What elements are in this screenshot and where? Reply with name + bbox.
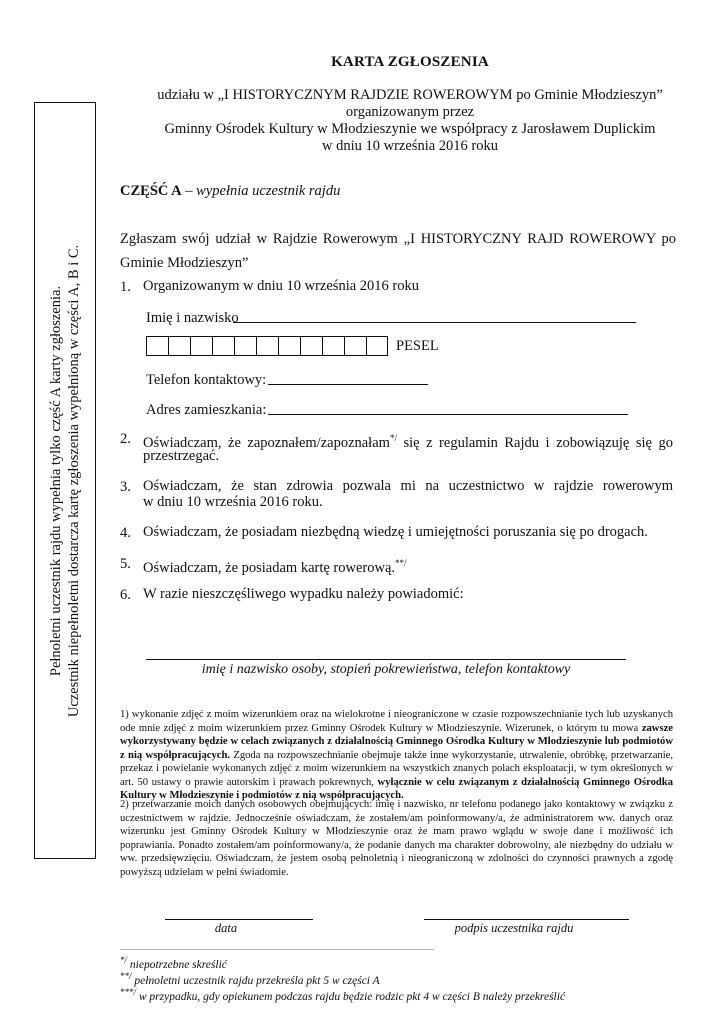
item-2-line-1 — [143, 429, 673, 453]
footnote-2-text: pełnoletni uczestnik rajdu przekreśla pkt 5 w części A — [131, 974, 380, 987]
page-title: KARTA ZGŁOSZENIA — [331, 54, 489, 70]
consent-paragraph-1 — [120, 708, 673, 803]
footnote-3-text: w przypadku, gdy opiekunem podczas rajdu będzie rodzic pkt 4 w części B należy przekreślić — [136, 990, 566, 1003]
item-5-text — [143, 554, 407, 578]
consent-1-part-b: zawsze wykorzystywany będzie w celach związanych z działalnością Gminnego Ośrodka Kultury w Młodzieszynie lub podmiotów z nią współpracujących. — [120, 722, 673, 761]
item-1-number: 1. — [120, 279, 131, 295]
item-2-text-b: się z regulamin Rajdu i zobowiązuję się go — [396, 434, 674, 451]
side-note-line-1: Pełnoletni uczestnik rajdu wypełnia tylko część A karty zgłoszenia. — [48, 285, 64, 676]
consent-1-part-d: wyłącznie w celu związanym z działalnością Gminnego Ośrodka Kultury w Młodzieszynie i podmiotów z nią współpracujących. — [120, 776, 673, 801]
emergency-contact-field[interactable] — [146, 659, 626, 660]
item-4-number: 4. — [120, 525, 131, 541]
header-line-3: Gminny Ośrodek Kultury w Młodzieszynie we współpracy z Jarosławem Duplickim — [164, 121, 656, 137]
intro-line-1: Zgłaszam swój udział w Rajdzie Rowerowym „I HISTORYCZNY RAJD ROWEROWY po — [120, 231, 676, 247]
emergency-contact-caption: imię i nazwisko osoby, stopień pokrewieństwa, telefon kontaktowy — [201, 662, 571, 677]
item-5-number: 5. — [120, 556, 131, 572]
footnote-2-mark: **/ — [120, 971, 132, 981]
section-name: CZĘŚĆ A — [120, 183, 182, 199]
pesel-digit-box[interactable] — [278, 336, 300, 356]
item-5-statement: Oświadczam, że posiadam kartę rowerową. — [143, 559, 396, 576]
section-heading — [120, 183, 340, 200]
intro-line-2: Gminie Młodzieszyn” — [120, 255, 249, 271]
item-6-number: 6. — [120, 587, 131, 603]
footnote-3 — [120, 987, 565, 1003]
pesel-digit-box[interactable] — [344, 336, 366, 356]
side-note-line-2: Uczestnik niepełnoletni dostarcza kartę zgłoszenia wypełnioną w części A, B i C. — [66, 244, 82, 717]
name-field[interactable] — [233, 322, 636, 323]
item-2-text-a: Oświadczam, że zapoznałem/zapoznałam — [143, 434, 390, 451]
name-label: Imię i nazwisko — [146, 310, 239, 326]
item-6-text: W razie nieszczęśliwego wypadku należy powiadomić: — [143, 586, 464, 602]
pesel-digit-box[interactable] — [300, 336, 322, 356]
item-4-text: Oświadczam, że posiadam niezbędną wiedzę i umiejętności poruszania się po drogach. — [143, 524, 648, 540]
header-line-1: udziału w „I HISTORYCZNYM RAJDZIE ROWEROWYM po Gminie Młodzieszyn” — [157, 87, 663, 103]
address-label: Adres zamieszkania: — [146, 402, 267, 418]
signature-field[interactable] — [424, 919, 629, 920]
item-3-line-2: w dniu 10 września 2016 roku. — [143, 494, 323, 510]
pesel-digit-box[interactable] — [322, 336, 344, 356]
footnote-1-text: niepotrzebne skreślić — [127, 958, 227, 971]
consent-1-part-c: Zgoda na rozpowszechnianie obejmuje także inne wykorzystanie, utrwalenie, obróbkę, przetwarzanie, przekaz i powielanie wykonanych zdjęć z moim wizerunkiem na wszystkich znanych polach eksploatacji, w tym określonych w art. 50 ustawy o prawie autorskim i prawach pokrewnych, — [120, 749, 673, 788]
pesel-digit-box[interactable] — [234, 336, 256, 356]
pesel-digit-box[interactable] — [146, 336, 168, 356]
pesel-field[interactable] — [146, 336, 388, 356]
item-3-number: 3. — [120, 479, 131, 495]
pesel-digit-box[interactable] — [168, 336, 190, 356]
footnote-ref-1: */ — [389, 433, 397, 443]
header-line-4: w dniu 10 września 2016 roku — [322, 138, 498, 154]
footnote-1-mark: */ — [120, 955, 128, 965]
pesel-digit-box[interactable] — [190, 336, 212, 356]
consent-1-part-a: 1) wykonanie zdjęć z moim wizerunkiem oraz na wielokrotne i nieograniczone w czasie rozpowszechnianie tych lub uzyskanych ode mnie zdjęć z moim wizerunkiem przez Gminny Ośrodek Kultury w Młodzieszynie. Wizerunek, o którym tu mowa — [120, 709, 673, 734]
address-field[interactable] — [268, 414, 628, 415]
pesel-digit-box[interactable] — [212, 336, 234, 356]
footnote-ref-2: **/ — [395, 558, 407, 568]
pesel-digit-box[interactable] — [366, 336, 388, 356]
date-field[interactable] — [165, 919, 313, 920]
pesel-label: PESEL — [396, 338, 439, 354]
signature-label: podpis uczestnika rajdu — [454, 921, 574, 935]
item-2-line-2: przestrzegać. — [143, 448, 220, 464]
side-note — [34, 102, 96, 859]
item-1-text: Organizowanym w dniu 10 września 2016 roku — [143, 278, 419, 294]
footnote-divider — [120, 949, 434, 950]
footnote-1 — [120, 955, 227, 971]
header-line-2: organizowanym przez — [345, 104, 475, 120]
item-3-line-1: Oświadczam, że stan zdrowia pozwala mi na uczestnictwo w rajdzie rowerowym — [143, 478, 673, 494]
item-2-number: 2. — [120, 431, 131, 447]
footnote-2 — [120, 971, 380, 987]
phone-field[interactable] — [268, 384, 428, 385]
section-description: wypełnia uczestnik rajdu — [196, 183, 341, 199]
section-dash: – — [181, 183, 197, 199]
footnote-3-mark: ***/ — [120, 987, 137, 997]
pesel-digit-box[interactable] — [256, 336, 278, 356]
consent-paragraph-2: 2) przetwarzanie moich danych osobowych obejmujących: imię i nazwisko, nr telefonu podanego jako kontaktowy w związku z uczestnictwem w rajdzie. Jednocześnie oświadczam, że zostałem/am poinformowany/a, że administratorem ww. danych oraz wizerunku jest Gminny Ośrodek Kultury w Młodzieszynie oraz że mam prawo wglądu w swoje dane i możliwość ich poprawiania. Ponadto zostałem/am poinformowany/a, że podanie danych ma charakter dobrowolny, ale niezbędny do udziału w ww. przedsięwzięciu. Oświadczam, że jestem osobą pełnoletnią i nieograniczoną w zdolności do czynności prawnych a zgodę powyższą udzielam w pełni świadomie. — [120, 799, 673, 878]
phone-label: Telefon kontaktowy: — [146, 372, 267, 388]
date-label: data — [214, 921, 238, 935]
